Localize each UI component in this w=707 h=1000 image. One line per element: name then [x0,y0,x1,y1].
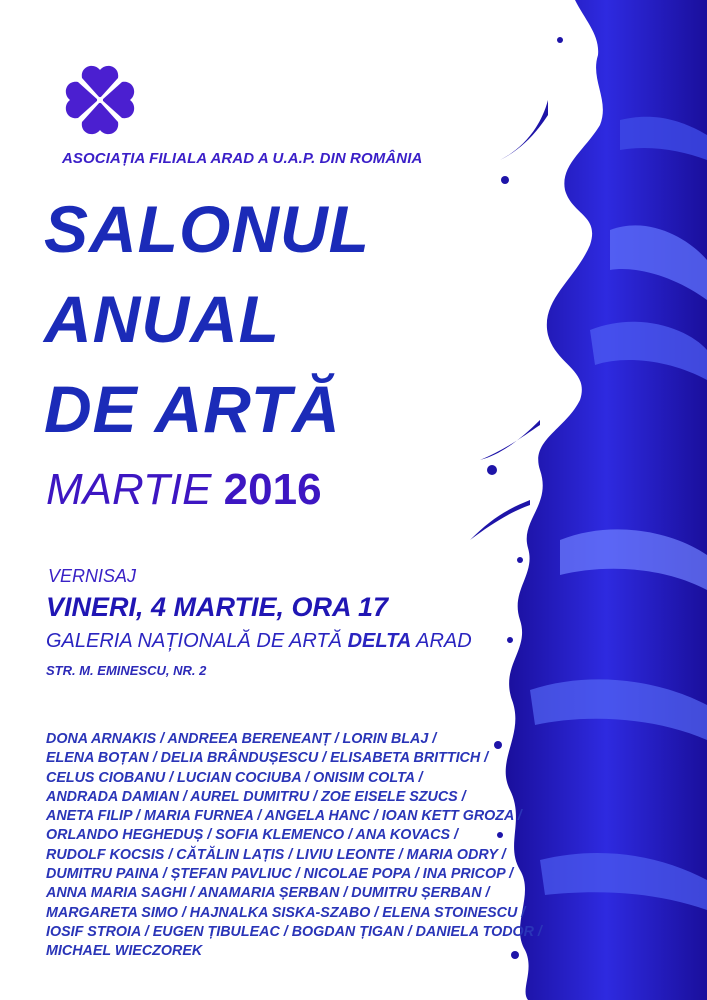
venue-name: DELTA [347,630,412,652]
edition-year: 2016 [223,465,322,514]
artist-line: DUMITRU PAINA / ȘTEFAN PAVLIUC / NICOLAE POPA / INA PRICOP / [46,866,514,883]
artist-line: MICHAEL WIECZOREK [46,943,203,960]
title-line-2: ANUAL [44,282,280,356]
vernisaj-label: VERNISAJ [48,566,137,586]
vernisaj-address: STR. M. EMINESCU, NR. 2 [46,663,207,678]
venue-prefix: GALERIA NAȚIONALĂ DE ARTĂ [46,630,343,652]
artist-line: ANETA FILIP / MARIA FURNEA / ANGELA HANC / IOAN KETT GROZA / [46,808,522,825]
artist-line: CELUS CIOBANU / LUCIAN COCIUBA / ONISIM COLTA / [46,769,423,786]
four-leaf-heart-logo [64,64,136,136]
edition-date [46,466,322,514]
organization-name: ASOCIAȚIA FILIALA ARAD A U.A.P. DIN ROMÂNIA [62,150,423,167]
venue-city: ARAD [416,630,472,652]
artist-line: MARGARETA SIMO / HAJNALKA SISKA-SZABO / ELENA STOINESCU / [46,904,526,921]
artist-line: DONA ARNAKIS / ANDREEA BERENEANȚ / LORIN BLAJ / [46,731,437,747]
artist-line: RUDOLF KOCSIS / CĂTĂLIN LAȚIS / LIVIU LEONTE / MARIA ODRY / [46,846,506,863]
artist-line: ANNA MARIA SAGHI / ANAMARIA ȘERBAN / DUMITRU ȘERBAN / [46,885,490,902]
artist-line: ELENA BOȚAN / DELIA BRÂNDUȘESCU / ELISABETA BRITTICH / [46,750,489,767]
artists-list [46,730,566,962]
edition-month: MARTIE [46,465,212,514]
title-line-3: DE ARTĂ [44,372,341,446]
title-line-1: SALONUL [44,192,370,266]
vernisaj-venue [46,630,472,653]
vernisaj-date-time: VINERI, 4 MARTIE, ORA 17 [46,592,389,622]
artist-line: ORLANDO HEGHEDUȘ / SOFIA KLEMENCO / ANA KOVACS / [46,827,458,844]
artist-line: IOSIF STROIA / EUGEN ȚIBULEAC / BOGDAN ȚIGAN / DANIELA TODOR / [46,923,542,940]
artist-line: ANDRADA DAMIAN / AUREL DUMITRU / ZOE EISELE SZUCS / [46,788,466,805]
